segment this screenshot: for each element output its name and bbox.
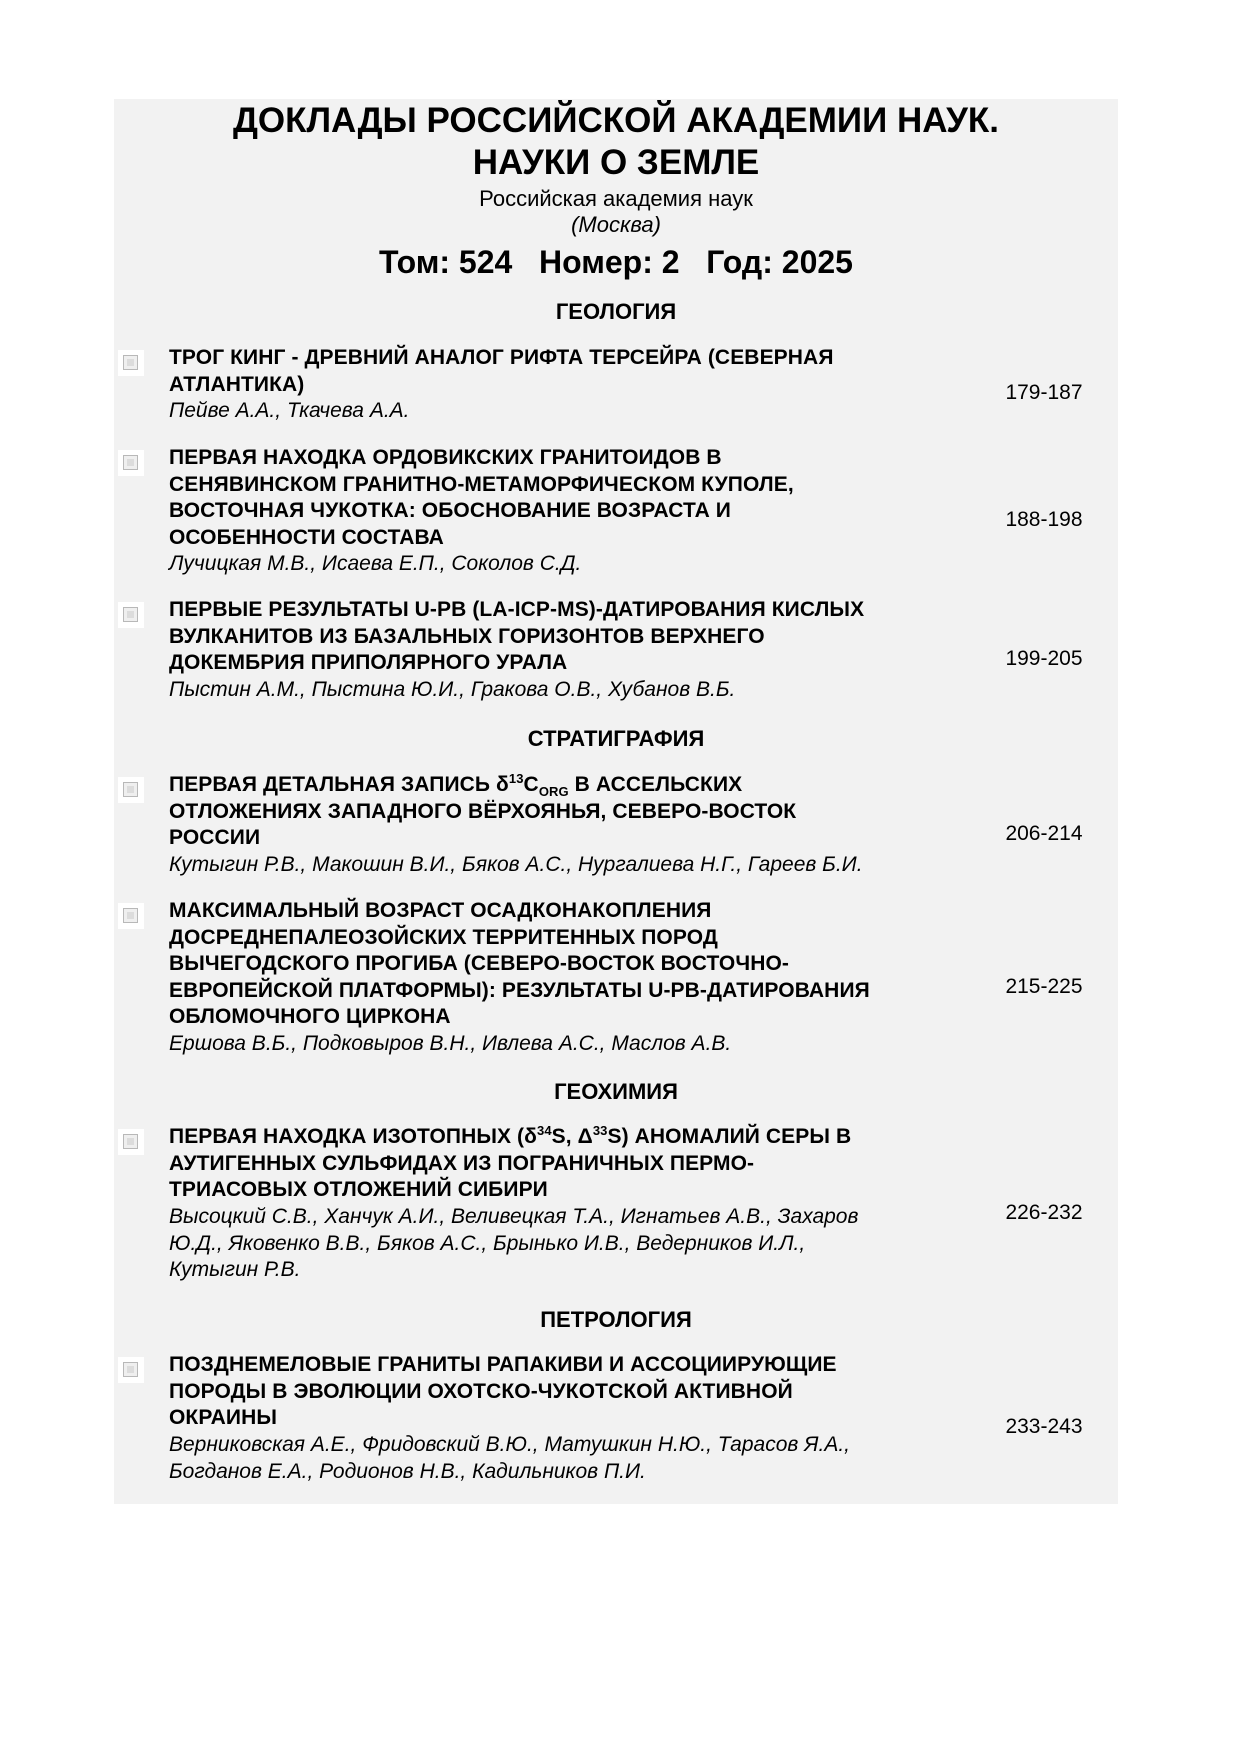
section-heading-geochemistry: ГЕОХИМИЯ — [554, 1079, 678, 1104]
article-authors: Ершова В.Б., Подковыров В.Н., Ивлева А.С., Маслов А.В. — [169, 1032, 732, 1055]
article-pages: 226-232 — [1005, 1201, 1083, 1224]
article-authors: Кутыгин Р.В., Макошин В.И., Бяков А.С., Нургалиева Н.Г., Гареев Б.И. — [169, 853, 863, 876]
article-title[interactable]: ПЕРВЫЕ РЕЗУЛЬТАТЫ U-PB (LA-ICP-MS)-ДАТИРОВАНИЯ КИСЛЫХ ВУЛКАНИТОВ ИЗ БАЗАЛЬНЫХ ГОРИЗОНТОВ ВЕРХНЕГО ДОКЕМБРИЯ ПРИПОЛЯРНОГО УРАЛА — [169, 598, 865, 674]
article-title[interactable]: ТРОГ КИНГ - ДРЕВНИЙ АНАЛОГ РИФТА ТЕРСЕЙРА (СЕВЕРНАЯ АТЛАНТИКА) — [169, 346, 834, 396]
select-checkbox[interactable] — [118, 1357, 144, 1383]
select-checkbox[interactable] — [118, 903, 144, 929]
article-authors: Лучицкая М.В., Исаева Е.П., Соколов С.Д. — [169, 552, 582, 575]
article-title[interactable]: ПЕРВАЯ НАХОДКА ИЗОТОПНЫХ ($\delta^{34}S$, $\Delta^{33}S$) АНОМАЛИЙ СЕРЫ В АУТИГЕННЫХ СУЛЬФИДАХ ИЗ ПОГРАНИЧНЫХ ПЕРМО- ТРИАСОВЫХ ОТЛОЖЕНИЙ СИБИРИ — [169, 1123, 852, 1201]
article-title[interactable]: ПЕРВАЯ НАХОДКА ОРДОВИКСКИХ ГРАНИТОИДОВ В СЕНЯВИНСКОМ ГРАНИТНО-МЕТАМОРФИЧЕСКОМ КУПОЛЕ, ВОСТОЧНАЯ ЧУКОТКА: ОБОСНОВАНИЕ ВОЗРАСТА И ОСОБЕННОСТИ СОСТАВА — [169, 446, 794, 549]
section-heading-petrology: ПЕТРОЛОГИЯ — [540, 1307, 692, 1332]
article-title[interactable]: МАКСИМАЛЬНЫЙ ВОЗРАСТ ОСАДКОНАКОПЛЕНИЯ ДОСРЕДНЕПАЛЕОЗОЙСКИХ ТЕРРИТЕННЫХ ПОРОД ВЫЧЕГОДСКОГО ПРОГИБА (СЕВЕРО-ВОСТОК ВОСТОЧНО- ЕВРОПЕЙСКОЙ ПЛАТФОРМЫ): РЕЗУЛЬТАТЫ U-PB-ДАТИРОВАНИЯ ОБЛОМОЧНОГО ЦИРКОНА — [169, 899, 870, 1028]
article-pages: 206-214 — [1005, 822, 1083, 845]
article-pages: 188-198 — [1005, 508, 1083, 531]
select-checkbox[interactable] — [118, 350, 144, 376]
issue-info: Том: 524 Номер: 2 Год: 2025 — [379, 244, 853, 280]
journal-title-line2: НАУКИ О ЗЕМЛЕ — [472, 143, 760, 182]
article-pages: 215-225 — [1005, 975, 1083, 998]
select-checkbox[interactable] — [118, 777, 144, 803]
select-checkbox[interactable] — [118, 602, 144, 628]
article-authors: Пейве А.А., Ткачева А.А. — [169, 399, 410, 422]
article-authors: Верниковская А.Е., Фридовский В.Ю., Матушкин Н.Ю., Тарасов Я.А., Богданов Е.А., Родионов Н.В., Кадильников П.И. — [169, 1433, 850, 1483]
article-pages: 179-187 — [1005, 381, 1083, 404]
journal-title-line1: ДОКЛАДЫ РОССИЙСКОЙ АКАДЕМИИ НАУК. — [232, 101, 1000, 140]
article-authors: Пыстин А.М., Пыстина Ю.И., Гракова О.В., Хубанов В.Б. — [169, 678, 736, 701]
article-title[interactable]: ПЕРВАЯ ДЕТАЛЬНАЯ ЗАПИСЬ $\delta^{13}C_{ORG}$ В АССЕЛЬСКИХ ОТЛОЖЕНИЯХ ЗАПАДНОГО ВЁРХОЯНЬЯ, СЕВЕРО-ВОСТОК РОССИИ — [169, 771, 797, 849]
select-checkbox[interactable] — [118, 1129, 144, 1155]
publisher-city: (Москва) — [571, 212, 661, 237]
article-pages: 233-243 — [1005, 1415, 1083, 1438]
article-authors: Высоцкий С.В., Ханчук А.И., Веливецкая Т.А., Игнатьев А.В., Захаров Ю.Д., Яковенко В.В., Бяков А.С., Брынько И.В., Ведерников И.Л., Кутыгин Р.В. — [169, 1205, 859, 1281]
select-checkbox[interactable] — [118, 450, 144, 476]
section-heading-stratigraphy: СТРАТИГРАФИЯ — [527, 726, 705, 751]
article-pages: 199-205 — [1005, 647, 1083, 670]
section-heading-geology: ГЕОЛОГИЯ — [555, 299, 677, 324]
publisher: Российская академия наук — [479, 186, 753, 211]
article-title[interactable]: ПОЗДНЕМЕЛОВЫЕ ГРАНИТЫ РАПАКИВИ И АССОЦИИРУЮЩИЕ ПОРОДЫ В ЭВОЛЮЦИИ ОХОТСКО-ЧУКОТСКОЙ АКТИВНОЙ ОКРАИНЫ — [169, 1353, 837, 1429]
